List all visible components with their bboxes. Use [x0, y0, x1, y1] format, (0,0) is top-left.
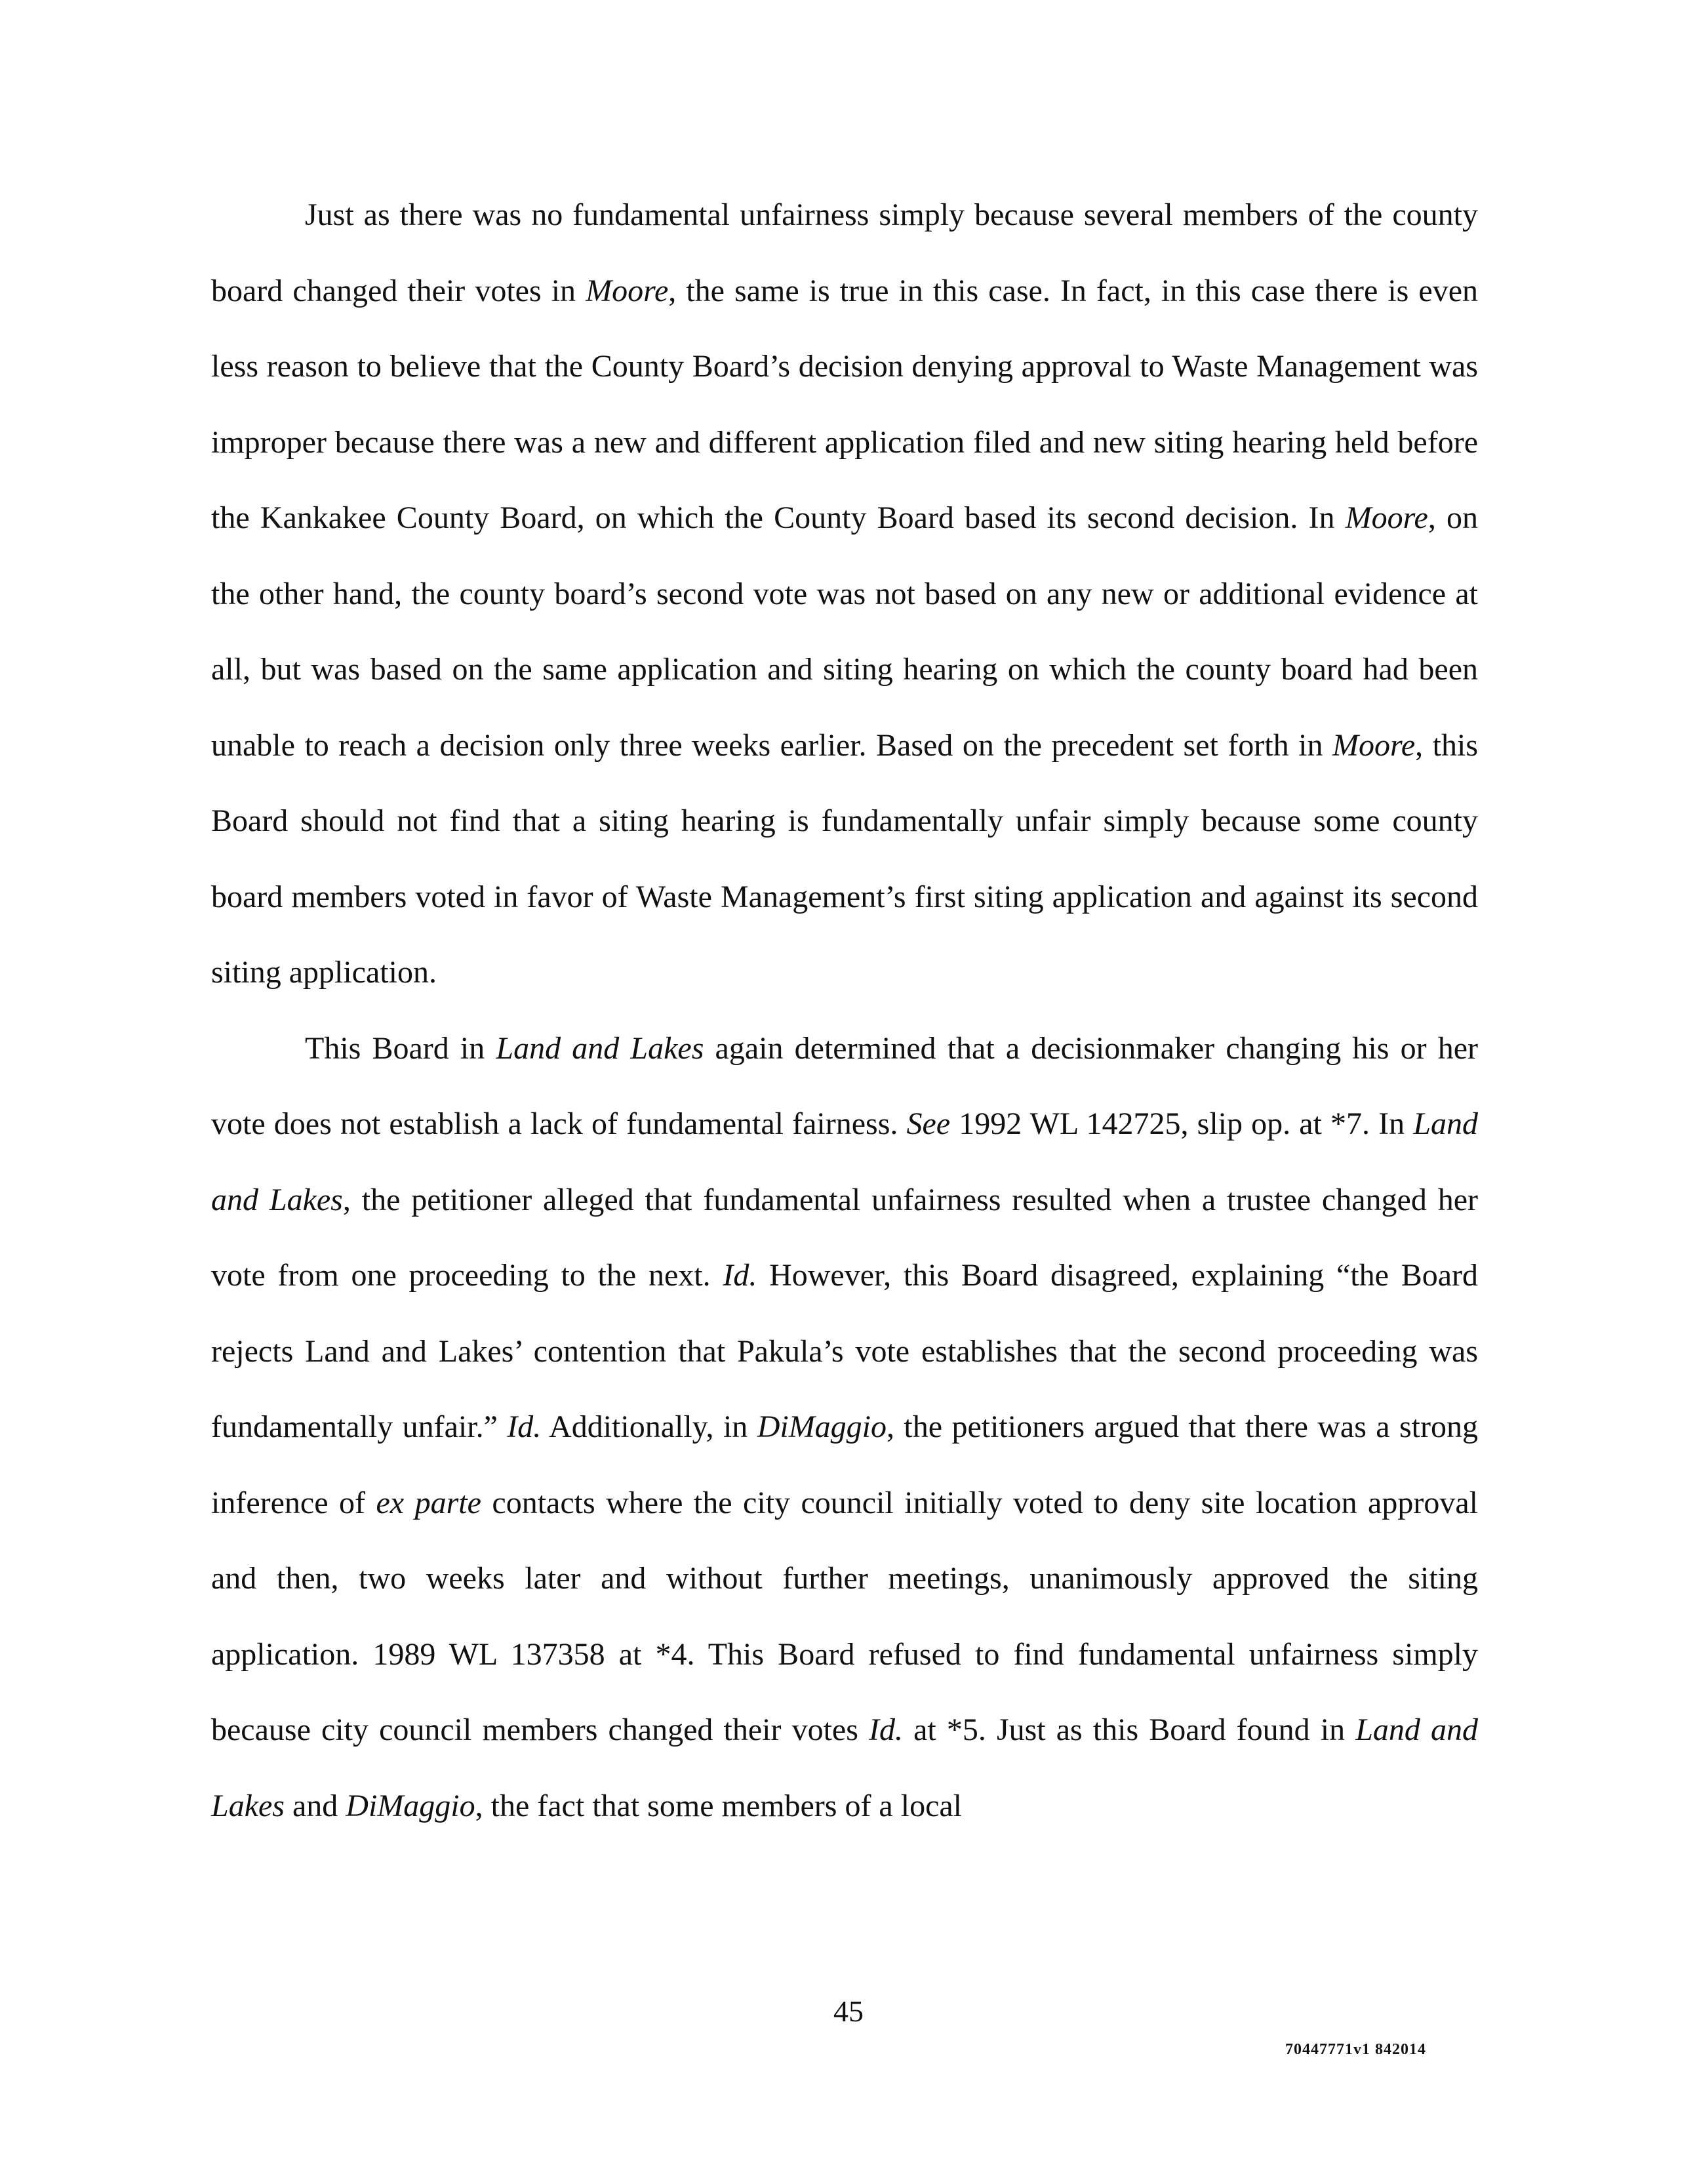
text-segment: This Board in: [305, 1030, 496, 1066]
text-segment: , the same is true in this case. In fact, in this case there is even less reason to believe that the County Board’s decision denying approval to Waste Management was improper because there was a new and different application filed and new siting hearing held before the Kankakee County Board, on which the County Board based its second decision. In: [211, 273, 1479, 535]
paragraph-1: [211, 177, 1478, 1011]
text-segment: , on the other hand, the county board’s second vote was not based on any new or additional evidence at all, but was based on the same application and siting hearing on which the county board had been unable to reach a decision only three weeks earlier. Based on the precedent set forth in: [211, 500, 1479, 763]
text-segment: , the petitioner alleged that fundamental unfairness resulted when a trustee changed her vote from one proceeding to the next.: [211, 1182, 1479, 1293]
italic-text-segment: Land and Lakes: [211, 1106, 1478, 1217]
text-segment: again determined that a decisionmaker changing his or her vote does not establish a lack of fundamental fairness.: [211, 1030, 1478, 1141]
italic-text-segment: Land and Lakes: [496, 1030, 704, 1066]
italic-text-segment: Id.: [869, 1712, 903, 1747]
body-text: [211, 177, 1478, 1844]
text-segment: Just as there was no fundamental unfairness simply because several members of the county board changed their votes in: [211, 197, 1478, 308]
italic-text-segment: Moore: [1332, 727, 1416, 763]
italic-text-segment: Id.: [507, 1409, 542, 1444]
italic-text-segment: Id.: [723, 1258, 757, 1293]
italic-text-segment: DiMaggio: [757, 1409, 887, 1444]
text-segment: , the petitioners argued that there was a strong inference of: [211, 1409, 1479, 1520]
paragraph-2: [211, 1011, 1478, 1844]
italic-text-segment: Land and Lakes: [211, 1712, 1479, 1823]
text-segment: and: [284, 1788, 346, 1823]
italic-text-segment: Moore: [586, 273, 669, 308]
italic-text-segment: ex parte: [376, 1485, 481, 1520]
text-segment: , the fact that some members of a local: [475, 1788, 963, 1823]
text-segment: contacts where the city council initially voted to deny site location approval and then, two weeks later and without further meetings, unanimously approved the siting application. 1989 WL 137358 at *4. This Board refused to find fundamental unfairness simply because city council members changed their votes: [211, 1485, 1478, 1747]
text-segment: at *5. Just as this Board found in: [903, 1712, 1356, 1747]
text-segment: Additionally, in: [541, 1409, 757, 1444]
text-segment: , this Board should not find that a siting hearing is fundamentally unfair simply because some county board members voted in favor of Waste Management’s first siting application and against its second siting application.: [211, 727, 1479, 990]
text-segment: 1992 WL 142725, slip op. at *7. In: [950, 1106, 1414, 1141]
italic-text-segment: See: [906, 1106, 951, 1141]
text-segment: However, this Board disagreed, explaining “the Board rejects Land and Lakes’ contention that Pakula’s vote establishes that the second proceeding was fundamentally unfair.”: [211, 1258, 1479, 1444]
italic-text-segment: Moore: [1345, 500, 1428, 535]
italic-text-segment: DiMaggio: [346, 1788, 475, 1823]
document-id: 70447771v1 842014: [1285, 2041, 1426, 2058]
page-number: 45: [833, 1994, 864, 2028]
